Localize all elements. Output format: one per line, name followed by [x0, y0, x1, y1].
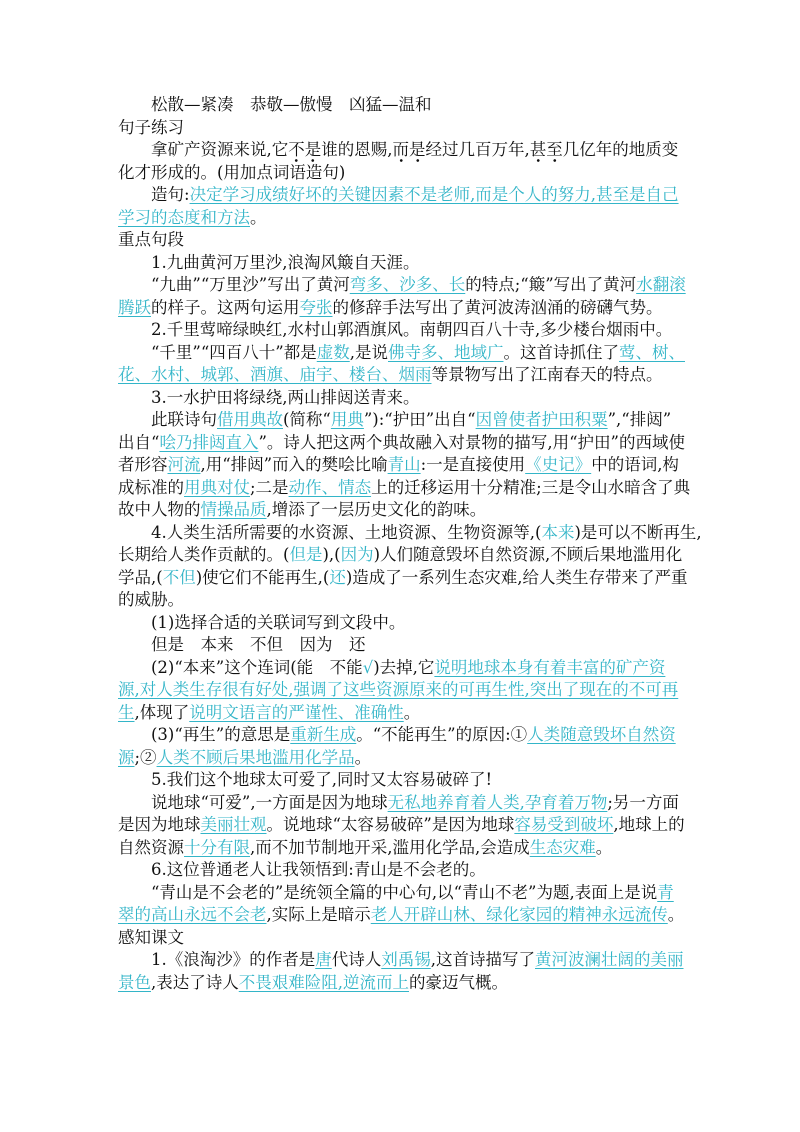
text-line	[118, 702, 718, 725]
text-run: 学品,(	[118, 567, 163, 587]
text-run: ),(	[322, 545, 341, 564]
text-run: )使它们不能再生,(	[195, 567, 330, 587]
answer-underlined: 人类不顾后果地滥用化学品	[156, 747, 355, 767]
text-line	[118, 724, 718, 747]
text-run: 1.九曲黄河万里沙,浪淘风簸自天涯。	[151, 252, 420, 272]
answer-underlined: 黄河波澜壮阔的美丽	[535, 950, 684, 969]
text-run: 谁的恩赐,	[321, 140, 393, 159]
text-run: 。	[354, 747, 372, 767]
answer-underlined: 景色	[118, 972, 151, 992]
answer-fill: 因为	[340, 545, 374, 564]
text-run: )去掉,它	[373, 657, 435, 677]
text-run: 。说地球“太容易破碎”是因为地球	[266, 815, 515, 834]
text-line	[118, 409, 718, 432]
text-run: “青山是不会老的”是统领全篇的中心句,以“青山不老”为题,表面上是说	[151, 882, 658, 902]
text-run: 松散—紧凑 恭敬—傲慢 凶猛—温和	[151, 95, 432, 114]
text-run: 但是 本来 不但 因为 还	[151, 635, 366, 654]
text-run: ,增添了一层历史文化的韵味。	[266, 500, 487, 519]
answer-fill: 本来	[541, 522, 575, 542]
answer-underlined: 源	[118, 747, 135, 767]
text-run: 拿矿产资源来说,它	[151, 140, 289, 159]
answer-underlined: 虚数	[316, 342, 350, 362]
text-line	[118, 297, 718, 320]
answer-underlined: 说明文语言的严谨性、准确性	[189, 702, 404, 722]
text-run: ,用“排闼”而入的樊哙比喻	[200, 455, 388, 474]
text-run: 者形容	[118, 455, 168, 474]
text-run: 5.我们这个地球太可爱了,同时又太容易破碎了!	[151, 770, 493, 789]
answer-underlined: 生	[118, 702, 135, 722]
text-run: :一是直接使用	[420, 455, 526, 474]
text-run: ;另一方面	[607, 792, 679, 812]
text-run: 。	[595, 837, 613, 857]
text-run: 几亿年的地质变	[562, 140, 679, 159]
text-run: 化才形成的。(用加点词语造句)	[118, 162, 346, 182]
text-line	[118, 612, 718, 635]
text-run: 2.千里莺啼绿映红,水村山郭酒旗风。南朝四百八十寺,多少楼台烟雨中。	[151, 320, 673, 339]
text-run: (简称“	[283, 410, 331, 429]
answer-underlined: 十分有限	[184, 837, 250, 857]
answer-underlined: 青	[657, 882, 674, 902]
text-run: ,实际上是暗示	[266, 905, 371, 924]
answer-underlined: 因曾使者护田积粟	[475, 410, 608, 429]
text-line	[118, 589, 718, 612]
text-run: (3)“再生”的意思是	[151, 725, 291, 744]
answer-underlined: 说明地球本身有着丰富的矿产资	[434, 657, 666, 677]
answer-underlined: 莺、树、	[619, 342, 685, 362]
answer-underlined: 青山	[387, 455, 421, 474]
answer-underlined: 美丽壮观	[200, 815, 267, 834]
section-heading	[118, 229, 718, 252]
text-line	[118, 319, 718, 342]
answer-underlined: 生态灾难	[529, 837, 596, 857]
text-line	[118, 94, 718, 117]
answer-underlined: 重新生成	[290, 725, 357, 744]
text-run: 上的迁移运用十分精准;三是令山水暗含了典	[371, 477, 691, 497]
text-run: 的特点;“簸”写出了黄河	[465, 275, 637, 294]
answer-underlined: 用典对仗	[184, 477, 250, 497]
text-run: 的修辞手法写出了黄河波涛汹涌的磅礴气势。	[332, 297, 663, 317]
answer-underlined: 动作、情态	[288, 477, 372, 497]
text-run: 自然资源	[118, 837, 184, 857]
text-run: 。	[403, 702, 421, 722]
answer-fill: √	[362, 657, 374, 677]
text-line	[118, 477, 718, 500]
text-run: 感知课文	[118, 927, 184, 947]
answer-fill: 还	[329, 567, 346, 587]
text-run: 6.这位普通老人让我领悟到:青山是不会老的。	[151, 860, 486, 879]
text-run: (2)“本来”这个连词(能 不能	[151, 657, 363, 677]
text-run: 的豪迈气概。	[409, 972, 508, 992]
answer-underlined: 夸张	[299, 297, 333, 317]
text-run: ;二是	[250, 477, 289, 497]
text-run: ,表达了诗人	[151, 972, 239, 992]
text-run: 重点句段	[118, 230, 184, 249]
answer-underlined: 《史记》	[525, 455, 592, 474]
answer-underlined: 腾跃	[118, 297, 151, 317]
text-line	[118, 364, 718, 387]
text-line	[118, 567, 718, 590]
text-run: 出自“	[118, 432, 160, 452]
answer-underlined: 容易受到破坏	[514, 815, 614, 834]
text-line	[118, 207, 718, 230]
text-run: 中的语词,构	[591, 455, 679, 474]
answer-underlined: 人类随意毁坏自然资	[527, 725, 676, 744]
text-line	[118, 387, 718, 410]
text-line	[118, 184, 718, 207]
text-line	[118, 679, 718, 702]
text-line	[118, 949, 718, 972]
answer-underlined: 老人开辟山林、绿化家园的精神永远流传	[370, 905, 668, 924]
answer-underlined: 源,对人类生存很有好处,强调了这些资源原来的可再生性,突出了现在的不可再	[118, 680, 679, 699]
text-run: ,这首诗描写了	[430, 950, 535, 969]
text-run: ”,“排闼”	[607, 410, 672, 429]
text-run: )人们随意毁坏自然资源,不顾后果地滥用化	[373, 545, 683, 564]
answer-underlined: 借用典故	[217, 410, 283, 429]
text-run: 。	[250, 207, 267, 227]
answer-underlined: 无私地养育着人类,孕育着万物	[387, 792, 608, 812]
text-line	[118, 904, 718, 927]
answer-underlined: 唐	[315, 950, 332, 969]
text-run: )造成了一系列生态灾难,给人类生存带来了严重	[345, 567, 688, 587]
text-run: 成标准的	[118, 477, 184, 497]
text-run: 4.人类生活所需要的水资源、土地资源、生物资源等,(	[151, 522, 542, 542]
answer-underlined: 决定学习成绩好坏的关键因素不是老师,而是个人的努力,甚至是自己	[189, 185, 679, 204]
text-run: ,地球上的	[613, 815, 685, 834]
text-run: ,是说	[349, 342, 388, 362]
answer-fill: 不但	[162, 567, 196, 587]
text-line	[118, 454, 718, 477]
text-run: 。这首诗抓住了	[503, 342, 619, 362]
text-run: (1)选择合适的关联词写到文段中。	[151, 612, 406, 632]
text-line	[118, 792, 718, 815]
text-run: ;②	[134, 747, 157, 767]
dotted-word: 而是	[393, 140, 426, 163]
text-run: 1.《浪淘沙》的作者是	[151, 950, 316, 969]
text-run: 故中人物的	[118, 500, 201, 519]
answer-underlined: 河流	[167, 455, 201, 474]
text-line	[118, 139, 718, 162]
text-line	[118, 814, 718, 837]
answer-underlined: 哙乃排闼直入	[159, 432, 259, 452]
text-run: 代诗人	[331, 950, 382, 969]
answer-underlined: 用典	[330, 410, 364, 429]
text-run: ,而不加节制地开采,滥用化学品,会造成	[250, 837, 530, 857]
text-run: 造句:	[151, 185, 190, 204]
text-run: 等景物写出了江南春天的特点。	[431, 365, 663, 384]
text-line	[118, 769, 718, 792]
text-line	[118, 274, 718, 297]
text-line	[118, 499, 718, 522]
text-run: “千里”“四百八十”都是	[151, 342, 317, 362]
text-line	[118, 544, 718, 567]
text-run: ,体现了	[134, 702, 190, 722]
section-heading	[118, 927, 718, 950]
dotted-word: 甚至	[530, 140, 563, 163]
answer-underlined: 佛寺多、地域广	[388, 342, 504, 362]
answer-fill: 但是	[289, 545, 323, 564]
dotted-word: 不是	[288, 140, 321, 163]
text-run: 句子练习	[118, 117, 184, 137]
text-run: 。	[667, 905, 685, 924]
worksheet-document	[118, 94, 718, 994]
answer-underlined: 学习的态度和方法	[118, 207, 250, 227]
text-line	[118, 859, 718, 882]
text-run: 是因为地球	[118, 815, 201, 834]
text-line	[118, 342, 718, 365]
text-run: 的样子。这两句运用	[151, 297, 300, 317]
text-run: 经过几百万年,	[425, 140, 530, 159]
answer-underlined: 花、水村、城郭、酒旗、庙宇、楼台、烟雨	[118, 365, 432, 384]
answer-underlined: 翠的高山永远不会老	[118, 905, 267, 924]
text-line	[118, 252, 718, 275]
section-heading	[118, 117, 718, 140]
text-run: 的威胁。	[118, 590, 184, 609]
answer-underlined: 情操品质	[200, 500, 267, 519]
text-run: 此联诗句	[151, 410, 217, 429]
text-run: “九曲”“万里沙”写出了黄河	[151, 275, 350, 294]
text-line	[118, 972, 718, 995]
text-line	[118, 162, 718, 185]
text-line	[118, 657, 718, 680]
text-line	[118, 522, 718, 545]
text-line	[118, 634, 718, 657]
text-run: 3.一水护田将绿绕,两山排闼送青来。	[151, 387, 420, 407]
text-run: 长期给人类作贡献的。(	[118, 545, 290, 564]
answer-underlined: 刘禹锡	[381, 950, 431, 969]
text-run: 。“不能再生”的原因:①	[356, 725, 528, 744]
text-run: )是可以不断再生,	[574, 522, 702, 542]
text-line	[118, 837, 718, 860]
answer-underlined: 水翻滚	[636, 275, 686, 294]
text-run: 说地球“可爱”,一方面是因为地球	[151, 792, 388, 812]
text-line	[118, 432, 718, 455]
answer-underlined: 不畏艰难险阻,逆流而上	[238, 972, 409, 992]
text-line	[118, 747, 718, 770]
answer-underlined: 弯多、沙多、长	[349, 275, 466, 294]
text-run: ”。诗人把这两个典故融入对景物的描写,用“护田”的西域使	[258, 432, 685, 452]
text-line	[118, 882, 718, 905]
text-run: ”):“护田”出自“	[363, 410, 476, 429]
